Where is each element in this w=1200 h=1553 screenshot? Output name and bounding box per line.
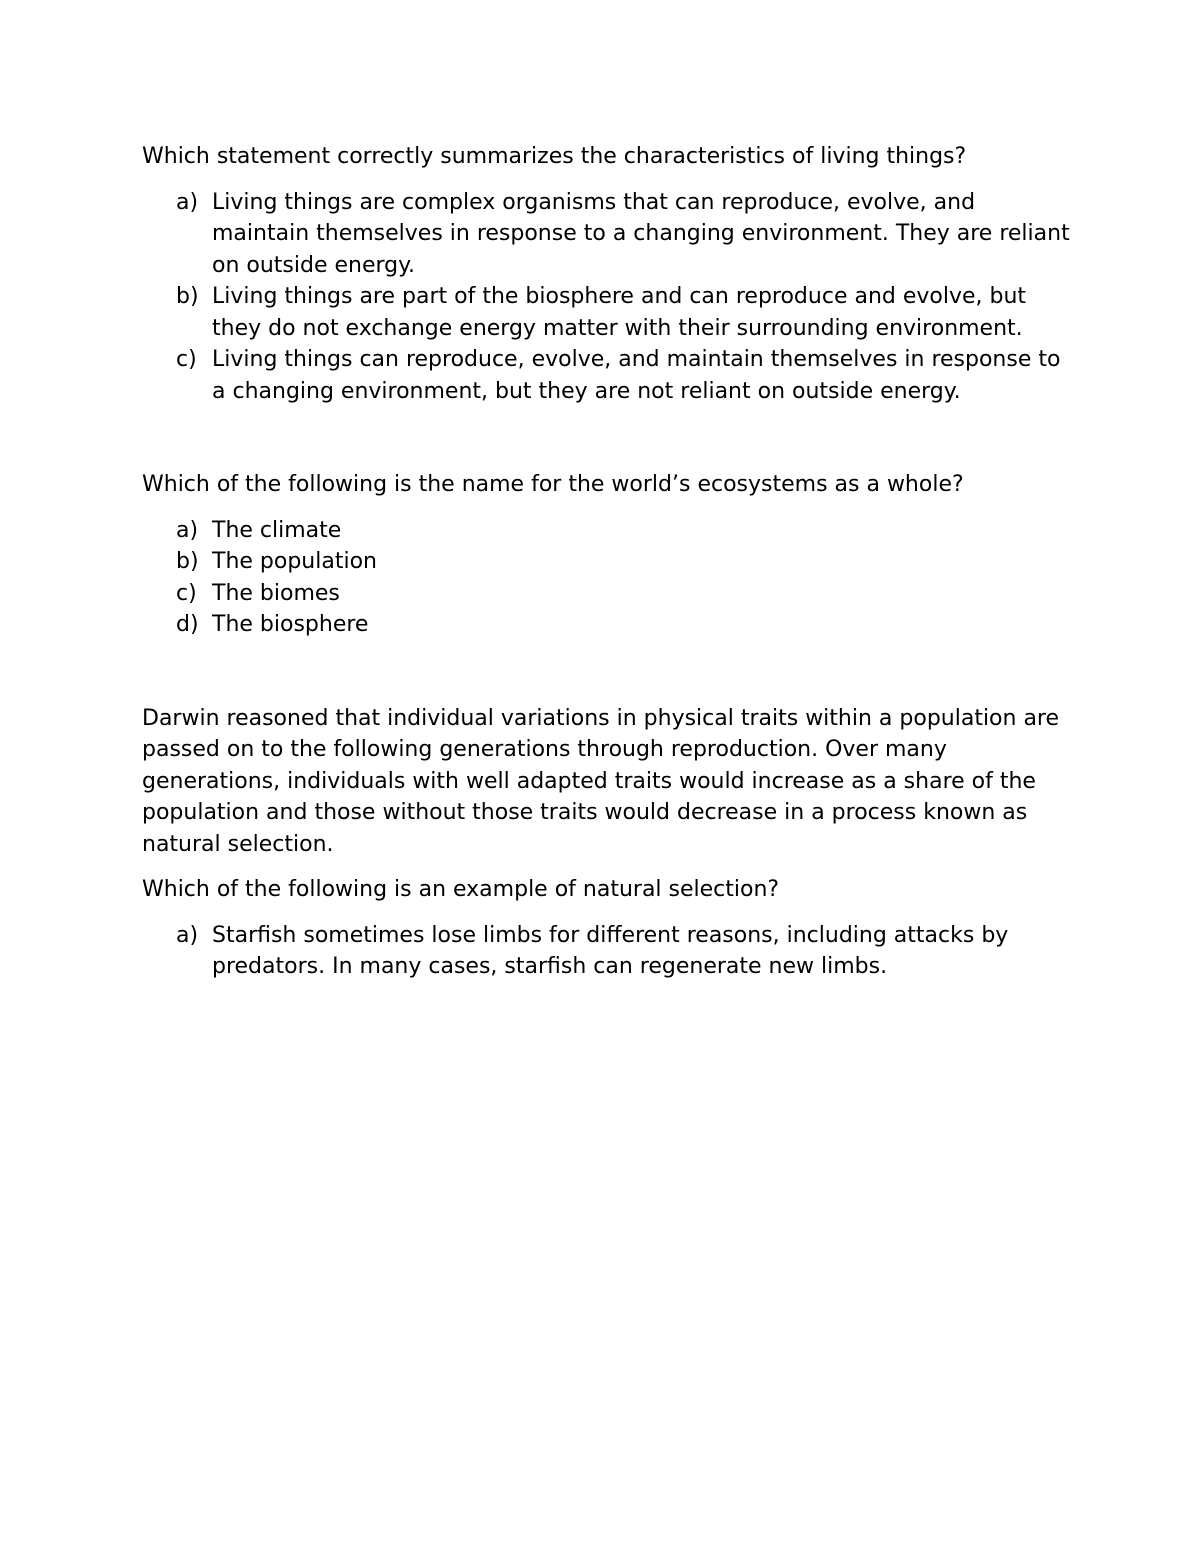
option-letter: a) bbox=[176, 517, 199, 543]
question-2-option-b bbox=[142, 546, 1072, 578]
question-1-option-a bbox=[142, 187, 1072, 282]
question-2-options bbox=[142, 515, 1072, 641]
document-page bbox=[142, 141, 1072, 983]
option-text: Starfish sometimes lose limbs for different reasons, including attacks by predators. In many cases, starfish can regenerate new limbs. bbox=[212, 922, 1009, 979]
question-1-option-c bbox=[142, 344, 1072, 407]
option-text: Living things are part of the biosphere and can reproduce and evolve, but they do not exchange energy matter with their surrounding environment. bbox=[212, 284, 1027, 341]
question-2-option-a bbox=[142, 515, 1072, 547]
question-1-stem: Which statement correctly summarizes the characteristics of living things? bbox=[142, 144, 967, 169]
question-3-options bbox=[142, 920, 1072, 983]
option-letter: c) bbox=[176, 347, 197, 372]
option-letter: a) bbox=[176, 189, 199, 215]
question-3-context: Darwin reasoned that individual variations in physical traits within a population are passed on to the following generations through reproduction. Over many generations, individuals with well adapted traits would increase as a share of the population and those without those traits would decrease in a process known as natural selection. bbox=[142, 705, 1060, 857]
option-letter: d) bbox=[176, 612, 199, 637]
question-3-option-a bbox=[142, 920, 1072, 983]
option-letter: b) bbox=[176, 284, 199, 309]
option-text: Living things can reproduce, evolve, and maintain themselves in response to a changing environment, but they are not reliant on outside energy. bbox=[212, 347, 1061, 404]
question-1-option-b bbox=[142, 281, 1072, 344]
question-2-stem: Which of the following is the name for the world’s ecosystems as a whole? bbox=[142, 472, 964, 497]
question-2-option-d bbox=[142, 609, 1072, 641]
option-letter: a) bbox=[176, 922, 199, 948]
option-text: The population bbox=[212, 549, 377, 574]
option-text: Living things are complex organisms that can reproduce, evolve, and maintain themselves in response to a changing environment. They are reliant on outside energy. bbox=[212, 189, 1070, 278]
question-3-stem: Which of the following is an example of natural selection? bbox=[142, 877, 780, 902]
option-text: The biomes bbox=[212, 580, 340, 606]
option-text: The climate bbox=[212, 517, 342, 543]
option-text: The biosphere bbox=[212, 612, 369, 637]
question-1-options bbox=[142, 187, 1072, 408]
option-letter: c) bbox=[176, 580, 197, 606]
question-2-option-c bbox=[142, 578, 1072, 610]
option-letter: b) bbox=[176, 549, 199, 574]
